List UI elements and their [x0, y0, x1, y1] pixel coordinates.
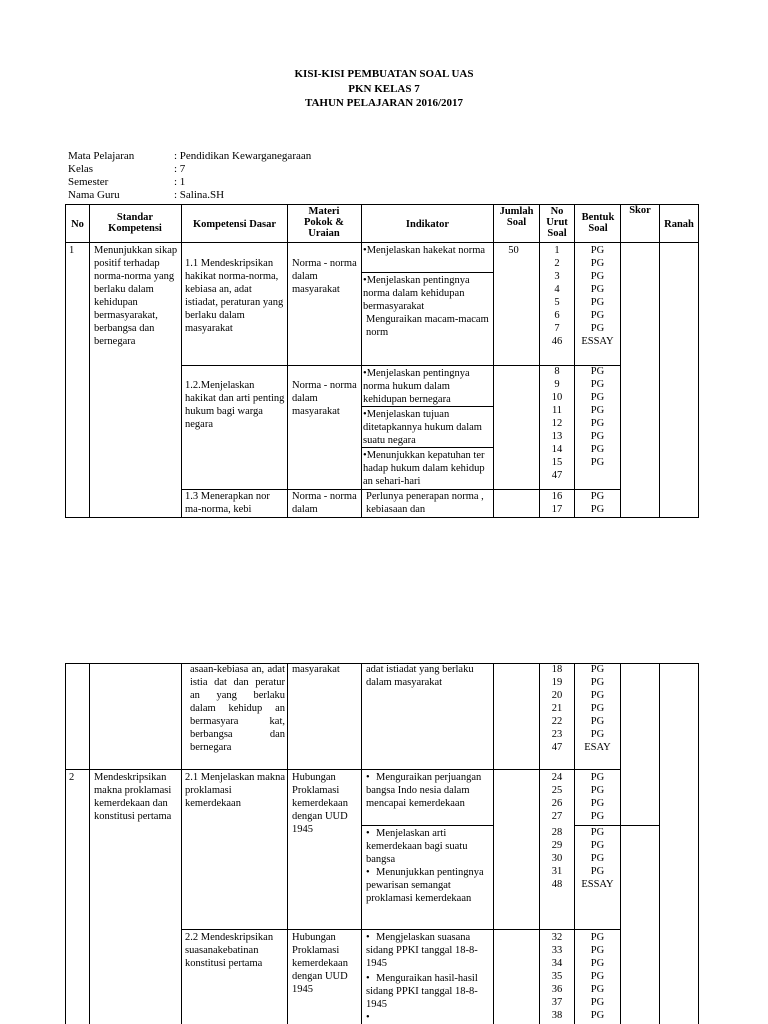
meta-value: : 7 — [174, 163, 186, 175]
no-urut-item: 12 — [551, 418, 563, 429]
row-2-no: 2 — [69, 772, 75, 783]
bentuk-soal-item: PG — [590, 772, 605, 783]
no-urut-item: 8 — [554, 366, 560, 377]
bentuk-soal-item: PG — [590, 785, 605, 796]
bentuk-soal-list — [575, 365, 620, 469]
bentuk-soal-item: PG — [590, 284, 605, 295]
no-urut-item: 20 — [551, 690, 563, 701]
bentuk-soal-item: PG — [590, 392, 605, 403]
indikator-item-empty: • — [366, 1012, 370, 1023]
no-urut-item: 14 — [551, 444, 563, 455]
row-1-no: 1 — [69, 245, 75, 256]
bentuk-soal-item: PG — [590, 379, 605, 390]
header-no-urut-soal: No Urut Soal — [546, 206, 568, 239]
no-urut-list — [540, 826, 574, 891]
no-urut-item: 35 — [551, 971, 563, 982]
bentuk-soal-item: PG — [590, 405, 605, 416]
no-urut-item: 30 — [551, 853, 563, 864]
meta-row — [68, 163, 311, 176]
bentuk-soal-item: PG — [590, 827, 605, 838]
meta-row — [68, 176, 311, 189]
no-urut-item: 28 — [551, 827, 563, 838]
kd-1-3: 1.3 Menerapkan nor ma-norma, kebi — [185, 491, 270, 515]
bentuk-soal-list — [575, 931, 620, 1022]
no-urut-item: 36 — [551, 984, 563, 995]
bentuk-soal-item: ESSAY — [581, 336, 614, 347]
bentuk-soal-item: PG — [590, 716, 605, 727]
no-urut-list — [540, 771, 574, 823]
no-urut-item: 6 — [554, 310, 560, 321]
row-1-standar-kompetensi: Menunjukkan sikap positif terhadap norma-norma yang berlaku dalam kehidupan bermasyarakat, berbangsa dan bernegara — [94, 245, 178, 347]
meta-value: : Salina.SH — [174, 189, 225, 201]
bentuk-soal-list — [575, 244, 620, 348]
no-urut-item: 15 — [551, 457, 563, 468]
header-bentuk-soal: Bentuk Soal — [581, 212, 615, 234]
meta-value: : 1 — [174, 176, 186, 188]
indikator-item: • Menguraikan hasil-hasil sidang PPKI tanggal 18-8-1945 — [366, 973, 478, 1010]
header-jumlah-soal: Jumlah Soal — [499, 206, 534, 228]
bentuk-soal-item: PG — [590, 323, 605, 334]
bentuk-soal-item: PG — [590, 245, 605, 256]
header-ranah: Ranah — [664, 219, 694, 230]
no-urut-item: 34 — [551, 958, 563, 969]
no-urut-item: 25 — [551, 785, 563, 796]
bentuk-soal-item: PG — [590, 971, 605, 982]
bentuk-soal-item: PG — [590, 418, 605, 429]
no-urut-item: 33 — [551, 945, 563, 956]
materi-1-1: Norma - norma dalam masyarakat — [292, 258, 357, 295]
row-1-jumlah-soal: 50 — [508, 245, 519, 256]
no-urut-item: 18 — [551, 664, 563, 675]
indikator-item: • Menguraikan perjuangan bangsa Indo nesia dalam mencapai kemerdekaan — [366, 772, 482, 809]
header-indikator: Indikator — [405, 219, 450, 230]
meta-label: Nama Guru — [68, 189, 120, 201]
bentuk-soal-item: PG — [590, 366, 605, 377]
bentuk-soal-item: ESAY — [584, 742, 611, 753]
bentuk-soal-item: PG — [590, 958, 605, 969]
indikator-item: •Menjelaskan hakekat norma — [363, 245, 486, 256]
bentuk-soal-item: PG — [590, 677, 605, 688]
bentuk-soal-item: PG — [590, 1010, 605, 1021]
bentuk-soal-item: PG — [590, 457, 605, 468]
no-urut-item: 29 — [551, 840, 563, 851]
meta-row — [68, 150, 311, 163]
bentuk-soal-item: PG — [590, 310, 605, 321]
materi-1-2: Norma - norma dalam masyarakat — [292, 380, 357, 417]
no-urut-list — [540, 931, 574, 1022]
header-standar-kompetensi: Standar Kompetensi — [108, 212, 162, 234]
row-2-standar-kompetensi: Mendeskripsikan makna proklamasi kemerdekaan dan konstitusi pertama — [94, 772, 172, 822]
no-urut-item: 16 — [551, 491, 563, 502]
no-urut-list — [540, 490, 574, 516]
no-urut-item: 9 — [554, 379, 560, 390]
doc-title-line-1: KISI-KISI PEMBUATAN SOAL UAS — [294, 68, 474, 80]
no-urut-item: 21 — [551, 703, 563, 714]
no-urut-item: 31 — [551, 866, 563, 877]
no-urut-item: 19 — [551, 677, 563, 688]
meta-value: : Pendidikan Kewarganegaraan — [174, 150, 312, 162]
bentuk-soal-item: PG — [590, 984, 605, 995]
bentuk-soal-item: PG — [590, 811, 605, 822]
indikator-item: •Menunjukkan kepatuhan ter hadap hukum dalam kehidup an sehari-hari — [363, 450, 485, 487]
bentuk-soal-item: PG — [590, 271, 605, 282]
header-no: No — [71, 219, 84, 230]
bentuk-soal-item: PG — [590, 258, 605, 269]
bentuk-soal-item: PG — [590, 866, 605, 877]
meta-label: Kelas — [68, 163, 94, 175]
indikator-item: •Menjelaskan pentingnya norma hukum dalam kehidupan bernegara — [363, 368, 470, 405]
no-urut-item: 1 — [554, 245, 560, 256]
no-urut-item: 7 — [554, 323, 560, 334]
meta-label: Semester — [68, 176, 109, 188]
indikator-item: •Menjelaskan tujuan ditetapkannya hukum dalam suatu negara — [363, 409, 482, 446]
bentuk-soal-item: ESSAY — [581, 879, 614, 890]
no-urut-list — [540, 365, 574, 482]
bentuk-soal-item: PG — [590, 798, 605, 809]
materi-1-3-continued: masyarakat — [292, 664, 340, 675]
bentuk-soal-item: PG — [590, 997, 605, 1008]
header-kompetensi-dasar: Kompetensi Dasar — [192, 219, 277, 230]
materi-1-3: Norma - norma dalam — [292, 491, 357, 515]
no-urut-item: 2 — [554, 258, 560, 269]
no-urut-item: 37 — [551, 997, 563, 1008]
kd-2-1: 2.1 Menjelaskan makna proklamasi kemerdekaan — [185, 772, 286, 809]
bentuk-soal-item: PG — [590, 491, 605, 502]
no-urut-item: 23 — [551, 729, 563, 740]
no-urut-item: 17 — [551, 504, 563, 515]
no-urut-item: 22 — [551, 716, 563, 727]
doc-title-line-3: TAHUN PELAJARAN 2016/2017 — [304, 97, 464, 109]
kd-1-2: 1.2.Menjelaskan hakikat dan arti penting hukum bagi warga negara — [185, 380, 285, 430]
no-urut-item: 48 — [551, 879, 563, 890]
no-urut-item: 4 — [554, 284, 560, 295]
no-urut-item: 32 — [551, 932, 563, 943]
no-urut-item: 10 — [551, 392, 563, 403]
doc-title-line-2: PKN KELAS 7 — [348, 83, 420, 95]
no-urut-item: 47 — [551, 470, 563, 481]
no-urut-item: 38 — [551, 1010, 563, 1021]
bentuk-soal-item: PG — [590, 297, 605, 308]
meta-label: Mata Pelajaran — [68, 150, 135, 162]
indikator-item: • Menjelaskan arti kemerdekaan bagi suatu bangsa — [366, 828, 468, 865]
indikator-item: Perlunya penerapan norma , kebiasaan dan — [366, 491, 484, 515]
indikator-item: • Menunjukkan pentingnya pewarisan semangat proklamasi kemerdekaan — [366, 867, 484, 904]
header-skor: Skor — [629, 205, 651, 216]
bentuk-soal-list — [575, 826, 620, 891]
bentuk-soal-item: PG — [590, 853, 605, 864]
bentuk-soal-item: PG — [590, 932, 605, 943]
bentuk-soal-item: PG — [590, 945, 605, 956]
no-urut-item: 46 — [551, 336, 563, 347]
no-urut-item: 47 — [551, 742, 563, 753]
indikator-item: • Mengjelaskan suasana sidang PPKI tanggal 18-8-1945 — [366, 932, 478, 969]
no-urut-item: 24 — [551, 772, 563, 783]
no-urut-item: 11 — [551, 405, 563, 416]
header-materi-pokok: Materi Pokok & Uraian — [304, 206, 344, 239]
materi-2-2: Hubungan Proklamasi kemerdekaan dengan UUD 1945 — [292, 932, 348, 995]
indikator-item: adat istiadat yang berlaku dalam masyarakat — [366, 664, 474, 688]
indikator-item: •Menjelaskan pentingnya norma dalam kehidupan bermasyarakat — [363, 275, 470, 312]
no-urut-item: 27 — [551, 811, 563, 822]
no-urut-list — [540, 244, 574, 348]
bentuk-soal-list — [575, 663, 620, 754]
bentuk-soal-item: PG — [590, 703, 605, 714]
no-urut-item: 26 — [551, 798, 563, 809]
materi-2-1: Hubungan Proklamasi kemerdekaan dengan UUD 1945 — [292, 772, 348, 835]
bentuk-soal-item: PG — [590, 431, 605, 442]
bentuk-soal-list — [575, 490, 620, 516]
bentuk-soal-item: PG — [590, 504, 605, 515]
bentuk-soal-item: PG — [590, 729, 605, 740]
no-urut-item: 5 — [554, 297, 560, 308]
no-urut-item: 3 — [554, 271, 560, 282]
kd-2-2: 2.2 Mendeskripsikan suasanakebatinan konstitusi pertama — [185, 932, 274, 969]
bentuk-soal-item: PG — [590, 444, 605, 455]
no-urut-item: 13 — [551, 431, 563, 442]
bentuk-soal-list — [575, 771, 620, 823]
meta-row — [68, 189, 311, 202]
no-urut-list — [540, 663, 574, 754]
meta-block — [68, 150, 311, 202]
bentuk-soal-item: PG — [590, 690, 605, 701]
bentuk-soal-item: PG — [590, 664, 605, 675]
kd-1-3-continued: asaan-kebiasa an, adat istia dat dan peratur an yang berlaku dalam kehidup an bermasyara kat, berbangsa dan bernegara — [190, 664, 285, 753]
kd-1-1: 1.1 Mendeskripsikan hakikat norma-norma, kebiasa an, adat istiadat, peraturan yang berlaku dalam masyarakat — [185, 258, 284, 334]
bentuk-soal-item: PG — [590, 840, 605, 851]
indikator-item: Menguraikan macam-macam norm — [366, 314, 489, 338]
